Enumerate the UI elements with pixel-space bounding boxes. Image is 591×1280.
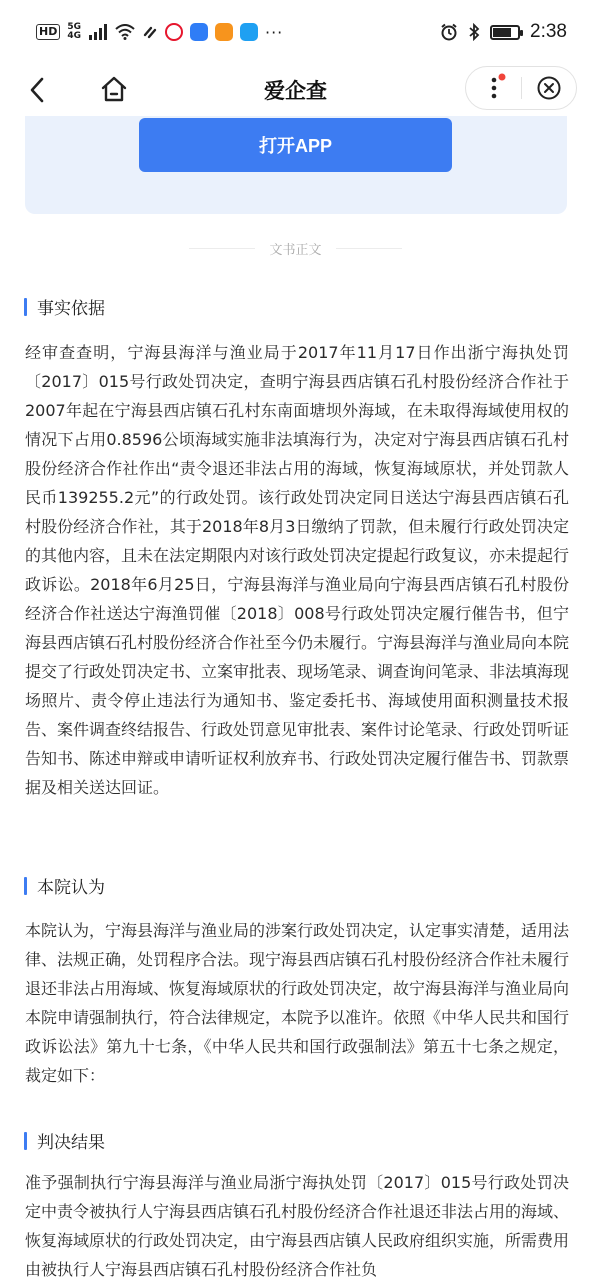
back-icon[interactable] (22, 74, 54, 106)
opinion-paragraph: 本院认为，宁海县海洋与渔业局的涉案行政处罚决定，认定事实清楚，适用法律、法规正确，处罚程序合法。现宁海县西店镇石孔村股份经济合作社未履行退还非法占用海域、恢复海域原状的行政处罚决定，故宁海县海洋与渔业局向本院申请强制执行，符合法律规定，本院予以准许。依照《中华人民共和国行政诉讼法》第九十七条，《中华人民共和国行政强制法》第五十七条之规定，裁定如下： (25, 921, 570, 1085)
video-icon (215, 23, 233, 41)
status-left (36, 23, 283, 42)
status-bar (0, 0, 591, 64)
section-title: 本院认为 (37, 878, 105, 898)
notification-dot (499, 74, 506, 81)
browser-icon (240, 23, 258, 41)
divider-line-right (336, 248, 402, 249)
network-type-bottom: 4G (67, 31, 81, 41)
link-icon (142, 24, 158, 40)
section-marker (24, 877, 27, 895)
hd-badge: HD (36, 24, 60, 40)
section-marker (24, 1132, 27, 1150)
weibo-icon (165, 23, 183, 41)
result-paragraph: 准予强制执行宁海县海洋与渔业局浙宁海执处罚〔2017〕015号行政处罚决定中责令被执行人宁海县西店镇石孔村股份经济合作社退还非法占用的海域、恢复海域原状的行政处罚决定，由宁海县西店镇人民政府组织实施，所需费用由被执行人宁海县西店镇石孔村股份经济合作社负 (25, 1173, 569, 1279)
mini-program-capsule (465, 66, 577, 110)
bluetooth-icon (468, 23, 480, 41)
wifi-icon (115, 24, 135, 40)
section-marker (24, 298, 27, 316)
section-title: 事实依据 (37, 299, 105, 319)
battery-icon (490, 25, 520, 40)
home-icon[interactable] (98, 73, 130, 105)
divider-text: 文书正文 (269, 242, 322, 258)
cloud-icon (190, 23, 208, 41)
more-button[interactable] (466, 66, 521, 110)
section-heading-result (24, 1128, 105, 1153)
close-button[interactable] (522, 66, 576, 110)
nav-bar (0, 64, 591, 116)
section-title: 判决结果 (37, 1133, 105, 1153)
facts-paragraph: 经审查查明，宁海县海洋与渔业局于2017年11月17日作出浙宁海执处罚〔2017〕015号行政处罚决定，查明宁海县西店镇石孔村股份经济合作社于2007年起在宁海县西店镇石孔村东南面塘坝外海域，在未取得海域使用权的情况下占用0.8596公顷海域实施非法填海行为，决定对宁海县西店镇石孔村股份经济合作社作出“责令退还非法占用的海域，恢复海域原状，并处罚款人民币139255.2元”的行政处罚。该行政处罚决定同日送达宁海县西店镇石孔村股份经济合作社，其于2018年8月3日缴纳了罚款，但未履行行政处罚决定的其他内容，且未在法定期限内对该行政处罚决定提起行政复议，亦未提起行政诉讼。2018年6月25日，宁海县海洋与渔业局向宁海县西店镇石孔村股份经济合作社送达宁海渔罚催〔2018〕008号行政处罚决定履行催告书，但宁海县西店镇石孔村股份经济合作社至今仍未履行。宁海县海洋与渔业局向本院提交了行政处罚决定书、立案审批表、现场笔录、调查询问笔录、非法填海现场照片、责令停止违法行为通知书、鉴定委托书、海域使用面积测量技术报告、案件调查终结报告、行政处罚意见审批表、案件讨论笔录、行政处罚听证告知书、陈述申辩或申请听证权利放弃书、行政处罚决定履行催告书、罚款票据及相关送达回证。 (25, 343, 570, 797)
close-icon (522, 66, 577, 110)
divider-line-left (189, 248, 255, 249)
clock: 2:38 (530, 21, 567, 42)
battery-level (493, 28, 511, 37)
network-type (67, 23, 81, 41)
signal-icon (88, 24, 108, 40)
more-icon (466, 66, 522, 110)
network-type-top: 5G (67, 22, 81, 32)
more-notifications-icon: ··· (265, 22, 284, 42)
document-body-divider (0, 238, 591, 258)
open-app-button[interactable]: 打开APP (139, 118, 452, 172)
status-right (440, 21, 567, 43)
section-heading-facts (24, 294, 105, 319)
alarm-icon (440, 23, 458, 41)
open-app-banner (25, 116, 567, 214)
page-title: 爱企查 (264, 79, 327, 103)
section-heading-opinion (24, 873, 105, 898)
